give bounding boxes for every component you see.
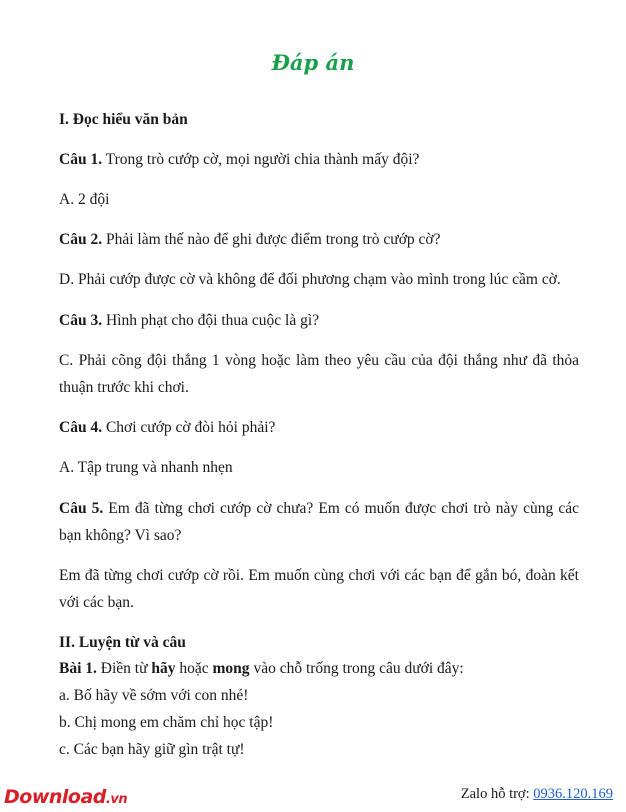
section-heading-vocabulary: II. Luyện từ và câu — [59, 634, 186, 651]
question-2 — [59, 227, 579, 253]
download-vn-logo[interactable] — [4, 786, 127, 808]
logo-suffix-text: .vn — [105, 792, 128, 807]
question-text: Phải làm thế nào để ghi được điểm trong trò cướp cờ? — [102, 231, 441, 248]
exercise-label: Bài 1. — [59, 660, 97, 677]
answer-3-line-2: thuận trước khi chơi. — [59, 379, 189, 396]
logo-main-text: Download — [4, 786, 106, 808]
support-phone-link[interactable]: 0936.120.169 — [533, 786, 613, 802]
answer-2: D. Phải cướp được cờ và không để đối phương chạm vào mình trong lúc cầm cờ. — [59, 271, 561, 288]
prompt-text: Điền từ — [96, 660, 152, 677]
exercise-item-a: a. Bố hãy về sớm với con nhé! — [59, 687, 249, 704]
zalo-label: Zalo hỗ trợ: — [460, 786, 534, 802]
question-label: Câu 5. — [59, 500, 104, 517]
exercise-item-c: c. Các bạn hãy giữ gìn trật tự! — [59, 741, 245, 758]
question-4 — [59, 415, 579, 441]
question-text: Em đã từng chơi cướp cờ chưa? Em có muốn được chơi trò này cùng các — [103, 500, 579, 517]
prompt-text: vào chỗ trống trong câu dưới đây: — [249, 660, 464, 677]
question-text: Trong trò cướp cờ, mọi người chia thành mấy đội? — [102, 151, 420, 168]
zalo-support — [461, 786, 613, 803]
answer-1: A. 2 đội — [59, 191, 110, 208]
question-text: Hình phạt cho đội thua cuộc là gì? — [102, 312, 320, 329]
question-text: Chơi cướp cờ đòi hỏi phải? — [102, 419, 276, 436]
question-label: Câu 4. — [59, 419, 103, 436]
question-3 — [59, 308, 579, 334]
exercise-item-b: b. Chị mong em chăm chỉ học tập! — [59, 714, 274, 731]
answer-5-line-2: với các bạn. — [59, 594, 134, 611]
question-label: Câu 3. — [59, 312, 103, 329]
section-heading-reading: I. Đọc hiểu văn bản — [59, 111, 188, 128]
question-label: Câu 1. — [59, 151, 103, 168]
exercise-1-prompt — [59, 656, 579, 682]
page-title: Đáp án — [271, 50, 355, 75]
question-1 — [59, 147, 579, 173]
question-5-line-1 — [59, 496, 579, 522]
question-5-line-2: bạn không? Vì sao? — [59, 527, 182, 544]
answer-4: A. Tập trung và nhanh nhẹn — [59, 459, 233, 476]
prompt-text: hoặc — [175, 660, 213, 677]
word-hay: hãy — [151, 660, 176, 677]
question-label: Câu 2. — [59, 231, 103, 248]
answer-3-line-1: C. Phải cõng đội thắng 1 vòng hoặc làm theo yêu cầu của đội thắng như đã thỏa — [59, 352, 579, 369]
answer-5-line-1: Em đã từng chơi cướp cờ rồi. Em muốn cùng chơi với các bạn để gắn bó, đoàn kết — [59, 567, 579, 584]
word-mong: mong — [212, 660, 250, 677]
